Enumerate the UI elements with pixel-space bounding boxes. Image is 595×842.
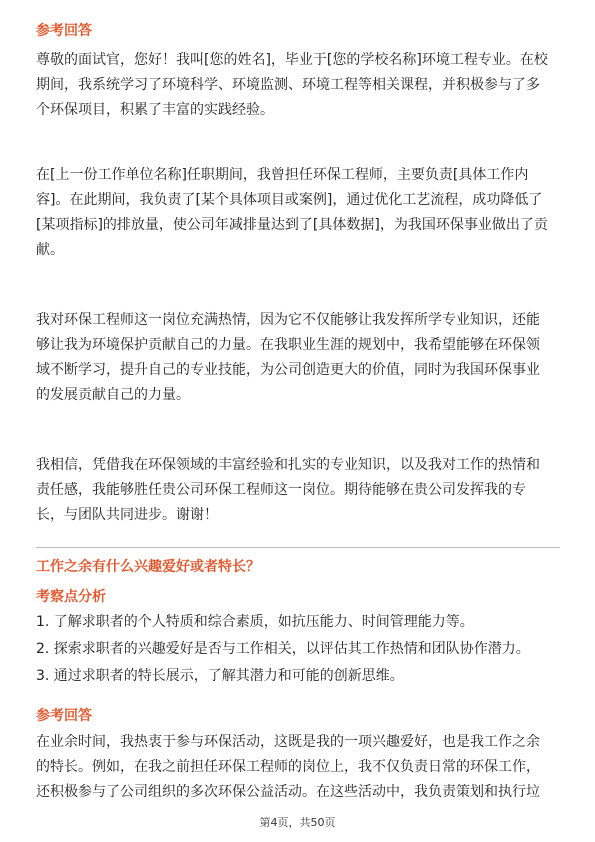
text-line: 长，与团队共同进步。谢谢！ bbox=[36, 507, 218, 523]
text-line: 我相信，凭借我在环保领域的丰富经验和扎实的专业知识，以及我对工作的热情和 bbox=[36, 457, 540, 473]
text-line: 在[上一份工作单位名称]任职期间，我曾担任环保工程师，主要负责[具体工作内 bbox=[36, 167, 529, 183]
text-line: 还积极参与了公司组织的多次环保公益活动。在这些活动中，我负责策划和执行垃 bbox=[36, 784, 540, 800]
analysis-list bbox=[36, 609, 560, 690]
text-line: 尊敬的面试官，您好！我叫[您的姓名]，毕业于[您的学校名称]环境工程专业。在校 bbox=[36, 52, 548, 68]
answer-paragraph-1 bbox=[36, 48, 560, 123]
list-item: 3. 通过求职者的特长展示，了解其潜力和可能的创新思维。 bbox=[36, 668, 404, 684]
text-line: 的发展贡献自己的力量。 bbox=[36, 387, 190, 403]
section-divider bbox=[36, 547, 560, 548]
answer-paragraph bbox=[36, 730, 560, 805]
list-item: 1. 了解求职者的个人特质和综合素质，如抗压能力、时间管理能力等。 bbox=[36, 614, 474, 630]
text-line: 责任感，我能够胜任贵公司环保工程师这一岗位。期待能够在贵公司发挥我的专 bbox=[36, 482, 526, 498]
question-heading: 工作之余有什么兴趣爱好或者特长？ bbox=[36, 559, 260, 575]
text-line: 我对环保工程师这一岗位充满热情，因为它不仅能够让我发挥所学专业知识，还能 bbox=[36, 312, 540, 328]
text-line: [某项指标]的排放量，使公司年减排量达到了[具体数据]，为我国环保事业做出了贡 bbox=[36, 217, 548, 233]
text-line: 期间，我系统学习了环境科学、环境监测、环境工程等相关课程，并积极参与了多 bbox=[36, 77, 540, 93]
document-page bbox=[36, 0, 560, 842]
text-line: 容]。在此期间，我负责了[某个具体项目或案例]，通过优化工艺流程，成功降低了 bbox=[36, 192, 543, 208]
page-number: 第4页，共50页 bbox=[259, 816, 336, 829]
answer-paragraph-3 bbox=[36, 308, 560, 408]
analysis-label: 考察点分析 bbox=[36, 589, 106, 605]
answer-paragraph-2 bbox=[36, 163, 560, 263]
answer-label: 参考回答 bbox=[36, 708, 92, 724]
answer-label: 参考回答 bbox=[36, 23, 92, 39]
text-line: 的特长。例如，在我之前担任环保工程师的岗位上，我不仅负责日常的环保工作， bbox=[36, 759, 540, 775]
text-line: 个环保项目，积累了丰富的实践经验。 bbox=[36, 102, 274, 118]
text-line: 域不断学习，提升自己的专业技能，为公司创造更大的价值，同时为我国环保事业 bbox=[36, 362, 540, 378]
answer-paragraph-4 bbox=[36, 453, 560, 528]
text-line: 在业余时间，我热衷于参与环保活动，这既是我的一项兴趣爱好，也是我工作之余 bbox=[36, 734, 540, 750]
text-line: 够让我为环境保护贡献自己的力量。在我职业生涯的规划中，我希望能够在环保领 bbox=[36, 337, 540, 353]
text-line: 献。 bbox=[36, 242, 64, 258]
list-item: 2. 探索求职者的兴趣爱好是否与工作相关，以评估其工作热情和团队协作潜力。 bbox=[36, 641, 530, 657]
